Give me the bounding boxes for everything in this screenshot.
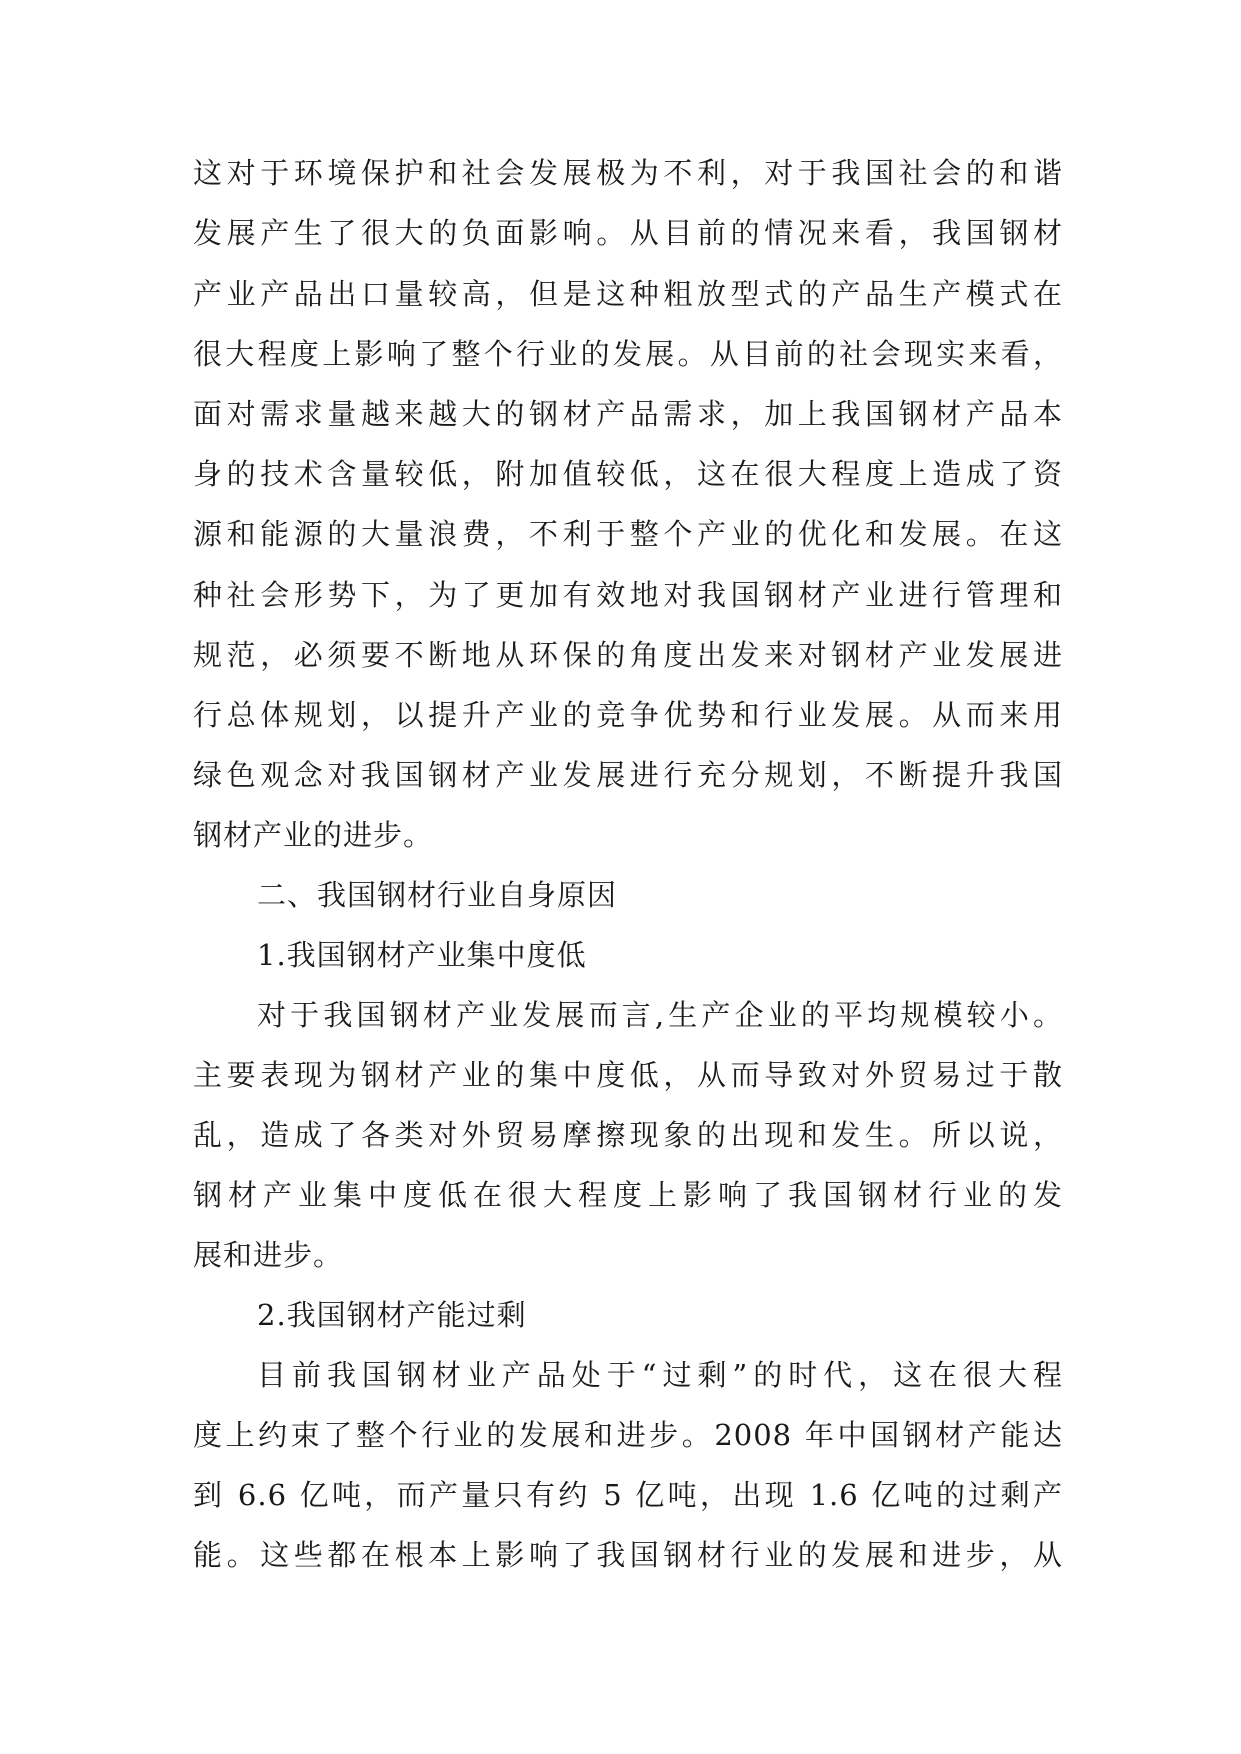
- paragraph-line: 钢材产业集中度低在很大程度上影响了我国钢材行业的发: [193, 1178, 1063, 1212]
- paragraph-line: 到 6.6 亿吨，而产量只有约 5 亿吨，出现 1.6 亿吨的过剩产: [193, 1478, 1063, 1512]
- section-heading: 二、我国钢材行业自身原因: [257, 878, 618, 912]
- paragraph-line: 这对于环境保护和社会发展极为不利，对于我国社会的和谐: [193, 156, 1063, 190]
- paragraph-line: 主要表现为钢材产业的集中度低，从而导致对外贸易过于散: [193, 1058, 1063, 1092]
- subsection-heading: 1.我国钢材产业集中度低: [257, 938, 587, 972]
- paragraph-line: 面对需求量越来越大的钢材产品需求，加上我国钢材产品本: [193, 397, 1063, 431]
- paragraph-line: 发展产生了很大的负面影响。从目前的情况来看，我国钢材: [193, 216, 1063, 250]
- paragraph-line: 绿色观念对我国钢材产业发展进行充分规划，不断提升我国: [193, 758, 1063, 792]
- paragraph-line: 产业产品出口量较高，但是这种粗放型式的产品生产模式在: [193, 277, 1063, 311]
- paragraph-line: 展和进步。: [193, 1238, 344, 1272]
- paragraph-line: 钢材产业的进步。: [193, 818, 434, 852]
- paragraph-line: 目前我国钢材业产品处于“过剩”的时代，这在很大程: [257, 1358, 1063, 1392]
- paragraph-line: 源和能源的大量浪费，不利于整个产业的优化和发展。在这: [193, 517, 1063, 551]
- paragraph-line: 对于我国钢材产业发展而言,生产企业的平均规模较小。: [257, 998, 1063, 1032]
- paragraph-line: 行总体规划，以提升产业的竞争优势和行业发展。从而来用: [193, 698, 1063, 732]
- paragraph-line: 规范，必须要不断地从环保的角度出发来对钢材产业发展进: [193, 638, 1063, 672]
- paragraph-line: 很大程度上影响了整个行业的发展。从目前的社会现实来看，: [193, 337, 1063, 371]
- paragraph-line: 种社会形势下，为了更加有效地对我国钢材产业进行管理和: [193, 578, 1063, 612]
- paragraph-line: 能。这些都在根本上影响了我国钢材行业的发展和进步，从: [193, 1538, 1063, 1572]
- paragraph-line: 度上约束了整个行业的发展和进步。2008 年中国钢材产能达: [193, 1418, 1063, 1452]
- subsection-heading: 2.我国钢材产能过剩: [257, 1298, 527, 1332]
- paragraph-line: 身的技术含量较低，附加值较低，这在很大程度上造成了资: [193, 457, 1063, 491]
- paragraph-line: 乱，造成了各类对外贸易摩擦现象的出现和发生。所以说，: [193, 1118, 1063, 1152]
